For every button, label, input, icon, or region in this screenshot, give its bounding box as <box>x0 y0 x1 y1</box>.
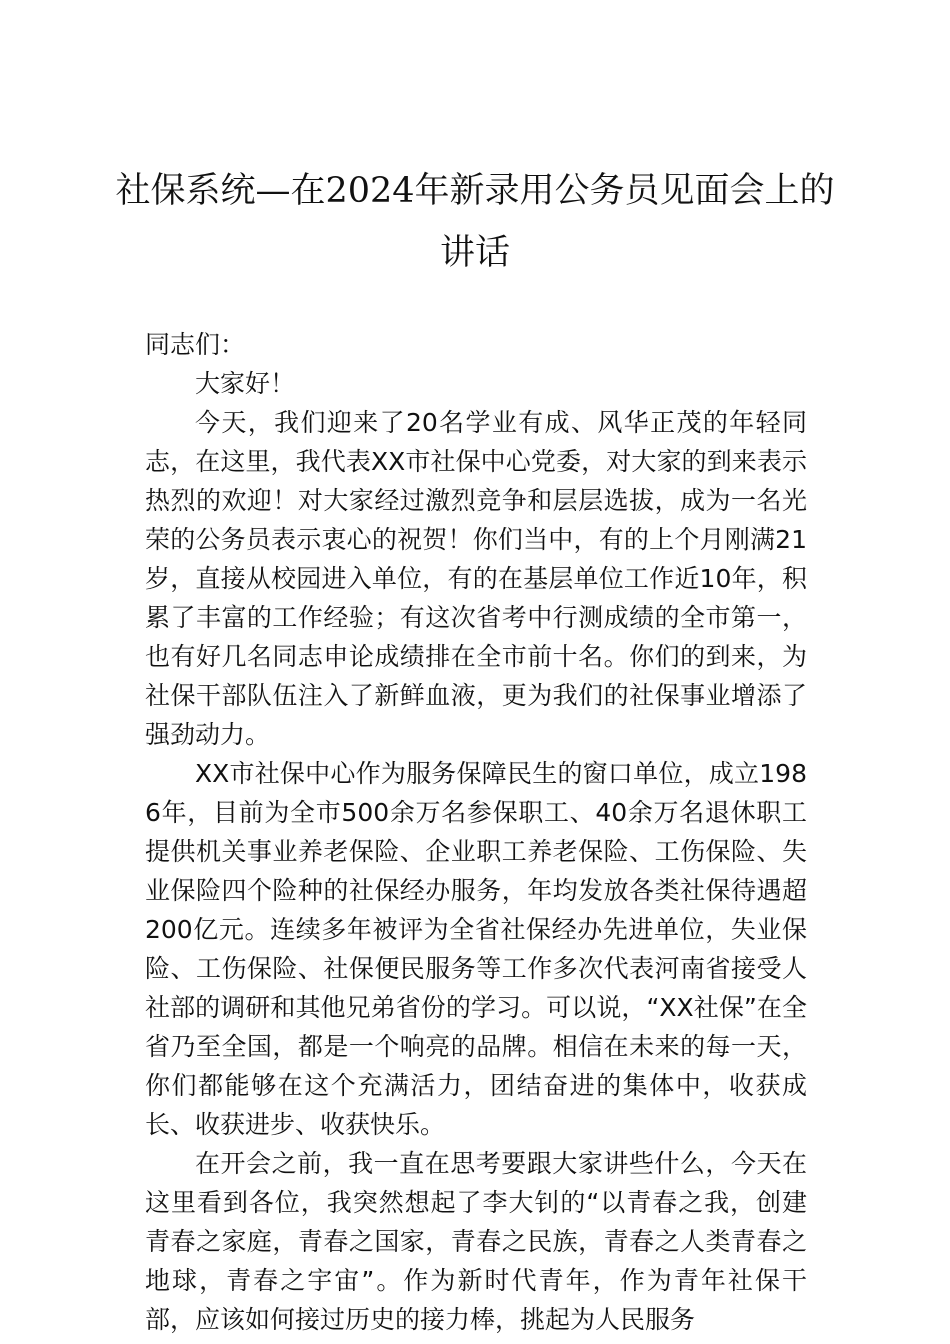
paragraph-center-intro: XX市社保中心作为服务保障民生的窗口单位，成立1986年，目前为全市500余万名参保职工、40余万名退休职工提供机关事业养老保险、企业职工养老保险、工伤保险、失业保险四个险种的社保经办服务，年均发放各类社保待遇超200亿元。连续多年被评为全省社保经办先进单位，失业保险、工伤保险、社保便民服务等工作多次代表河南省接受人社部的调研和其他兄弟省份的学习。可以说，“XX社保”在全省乃至全国，都是一个响亮的品牌。相信在未来的每一天，你们都能够在这个充满活力，团结奋进的集体中，收获成长、收获进步、收获快乐。 <box>145 759 807 1139</box>
salutation: 同志们： <box>145 330 246 359</box>
paragraph-youth: 在开会之前，我一直在思考要跟大家讲些什么，今天在这里看到各位，我突然想起了李大钊的“以青春之我，创建青春之家庭，青春之国家，青春之民族，青春之人类青春之地球，青春之宇宙”。作为新时代青年，作为青年社保干部，应该如何接过历史的接力棒，挑起为人民服务 <box>145 1149 807 1334</box>
paragraph-greeting: 大家好！ <box>195 369 296 398</box>
paragraph-welcome: 今天，我们迎来了20名学业有成、风华正茂的年轻同志，在这里，我代表XX市社保中心党委，对大家的到来表示热烈的欢迎！对大家经过激烈竞争和层层选拔，成为一名光荣的公务员表示衷心的祝贺！你们当中，有的上个月刚满21岁，直接从校园进入单位，有的在基层单位工作近10年，积累了丰富的工作经验；有这次省考中行测成绩的全市第一，也有好几名同志申论成绩排在全市前十名。你们的到来，为社保干部队伍注入了新鲜血液，更为我们的社保事业增添了强劲动力。 <box>145 408 807 749</box>
document-title: 社保系统—在2024年新录用公务员见面会上的讲话 <box>115 171 835 273</box>
document-body <box>145 325 807 1339</box>
